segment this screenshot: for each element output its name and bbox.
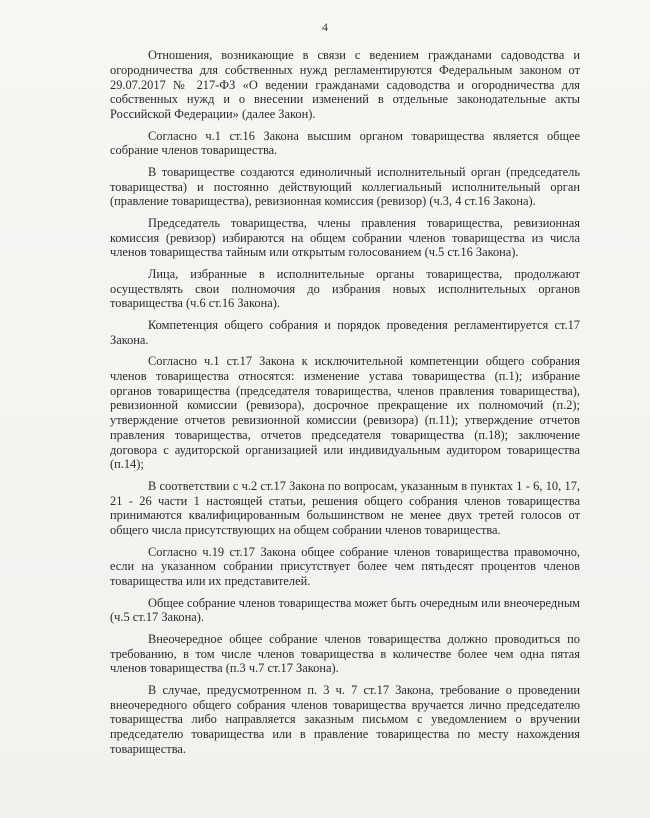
- paragraph: В товариществе создаются единоличный исполнительный орган (председатель товарищества) и постоянно действующий коллегиальный исполнительный орган (правление товарищества), ревизионная комиссия (ревизор) (ч.3, 4 ст.16 Закона).: [110, 164, 580, 209]
- paragraph: Согласно ч.1 ст.17 Закона к исключительной компетенции общего собрания членов товарищества относятся: изменение устава товарищества (п.1); избрание органов товарищества (председателя товарищества, членов правления товарищества), ревизионной комиссии (ревизора), досрочное прекращение их полномочий (п.2); утверждение отчетов ревизионной комиссии (ревизора) (п.11); утверждение отчетов правления товарищества, отчетов председателя товарищества (п.18); заключение договора с аудиторской организацией или индивидуальным аудитором товарищества (п.14);: [110, 353, 580, 472]
- paragraph: Общее собрание членов товарищества может быть очередным или внеочередным (ч.5 ст.17 Закона).: [110, 595, 580, 625]
- paragraph: Отношения, возникающие в связи с ведением гражданами садоводства и огородничества для собственных нужд регламентируются Федеральным законом от 29.07.2017 № 217-ФЗ «О ведении гражданами садоводства и огородничества для собственных нужд и о внесении изменений в отдельные законодательные акты Российской Федерации» (далее Закон).: [110, 48, 580, 122]
- paragraph: Лица, избранные в исполнительные органы товарищества, продолжают осуществлять свои полномочия до избрания новых исполнительных органов товарищества (ч.6 ст.16 Закона).: [110, 266, 580, 311]
- document-body: [110, 48, 580, 763]
- paragraph: Внеочередное общее собрание членов товарищества должно проводиться по требованию, в том числе членов товарищества в количестве более чем одна пятая членов товарищества (п.3 ч.7 ст.17 Закона).: [110, 631, 580, 676]
- paragraph: В соответствии с ч.2 ст.17 Закона по вопросам, указанным в пунктах 1 - 6, 10, 17, 21 - 26 части 1 настоящей статьи, решения общего собрания членов товарищества принимаются квалифицированным большинством не менее двух третей голосов от общего числа присутствующих на общем собрании членов товарищества.: [110, 478, 580, 538]
- page-number: 4: [322, 20, 328, 34]
- paragraph: Компетенция общего собрания и порядок проведения регламентируется ст.17 Закона.: [110, 317, 580, 347]
- paragraph: Председатель товарищества, члены правления товарищества, ревизионная комиссия (ревизор) избираются на общем собрании членов товарищества из числа членов товарищества тайным или открытым голосованием (ч.5 ст.16 Закона).: [110, 215, 580, 260]
- paragraph: Согласно ч.1 ст.16 Закона высшим органом товарищества является общее собрание членов товарищества.: [110, 128, 580, 158]
- paragraph: Согласно ч.19 ст.17 Закона общее собрание членов товарищества правомочно, если на указанном собрании присутствует более чем пятьдесят процентов членов товарищества или их представителей.: [110, 544, 580, 589]
- paragraph: В случае, предусмотренном п. 3 ч. 7 ст.17 Закона, требование о проведении внеочередного общего собрания членов товарищества вручается лично председателю товарищества либо направляется заказным письмом с уведомлением о вручении председателю товарищества или в правление товарищества по месту нахождения товарищества.: [110, 682, 580, 756]
